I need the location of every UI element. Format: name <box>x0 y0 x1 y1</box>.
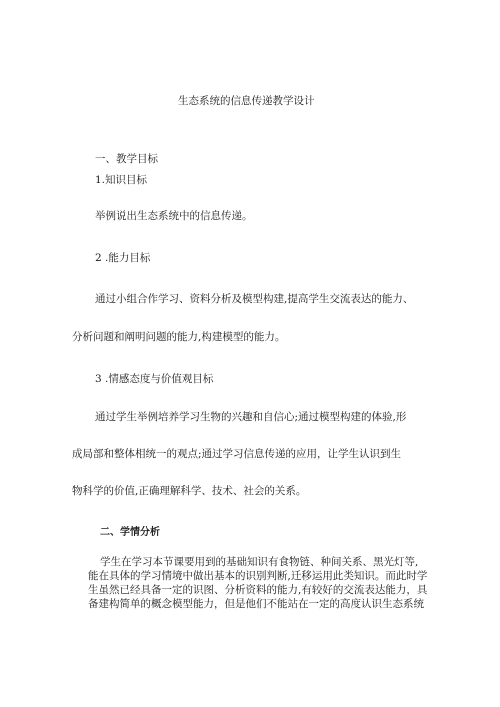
section-heading-learner-analysis: 二、学情分析 <box>100 527 160 538</box>
knowledge-goal-text: 举例说出生态系统中的信息传递。 <box>95 210 253 222</box>
subheading-ability-goal: 2 .能力目标 <box>95 252 151 264</box>
subheading-attitude-goal: 3 .情感态度与价值观目标 <box>95 373 214 385</box>
subheading-knowledge-goal: 1.知识目标 <box>95 174 148 186</box>
learner-analysis-line-1: 学生在学习本节课要用到的基础知识有食物链、种间关系、黑光灯等, <box>100 556 419 568</box>
attitude-goal-line-3: 物科学的价值,正确理解科学、技术、社会的关系。 <box>72 485 307 497</box>
learner-analysis-line-3: 生虽然已经具备一定的识图、分析资料的能力,有较好的交流表达能力，具 <box>88 584 428 596</box>
attitude-goal-line-1: 通过学生举例培养学习生物的兴趣和自信心;通过模型构建的体验,形 <box>95 411 407 423</box>
document-title: 生态系统的信息传递教学设计 <box>178 95 315 107</box>
section-heading-teaching-goals: 一、教学目标 <box>95 153 158 165</box>
learner-analysis-line-2: 能在具体的学习情境中做出基本的识别判断,迁移运用此类知识。而此时学 <box>88 570 428 582</box>
ability-goal-line-2: 分析问题和阐明问题的能力,构建模型的能力。 <box>72 331 286 343</box>
learner-analysis-line-4: 备建构简单的概念模型能力，但是他们不能站在一定的高度认识生态系统 <box>88 598 424 610</box>
attitude-goal-line-2: 成局部和整体相统一的观点;通过学习信息传递的应用，让学生认识到生 <box>72 448 402 460</box>
ability-goal-line-1: 通过小组合作学习、资料分析及模型构建,提高学生交流表达的能力、 <box>95 293 414 305</box>
